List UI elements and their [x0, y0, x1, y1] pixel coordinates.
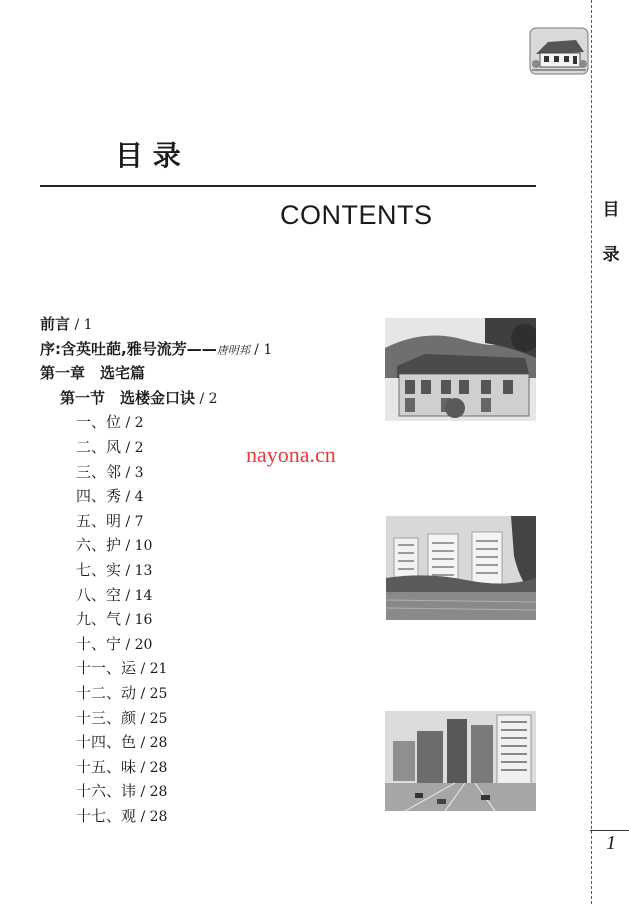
toc-entry-title: 十五、味: [76, 757, 137, 776]
toc-entry-title: 十三、颜: [76, 708, 137, 727]
toc-entry-title: 序:含英吐葩,雅号流芳——: [40, 339, 217, 358]
city-street-photo: [385, 711, 536, 811]
toc-entry-page: / 13: [121, 563, 153, 579]
toc-entry: [76, 708, 167, 729]
toc-entry-title: 一、位: [76, 413, 122, 432]
page-title-cn: 目 录: [115, 139, 181, 172]
toc-entry: [76, 437, 144, 458]
toc-entry-title: 三、邻: [76, 462, 122, 481]
toc-entry-page: / 28: [136, 784, 168, 801]
toc-entry: [40, 339, 272, 361]
page-title-en: CONTENTS: [280, 200, 433, 230]
toc-entry-page: / 1: [70, 317, 93, 333]
villa-photo: [385, 318, 536, 421]
toc-entry-page: / 16: [121, 612, 153, 629]
toc-entry-page: / 28: [136, 809, 168, 825]
toc-entry-title: 十一、运: [76, 659, 137, 678]
toc-entry-title: 前言: [40, 315, 71, 333]
toc-entry-page: / 4: [121, 489, 144, 506]
toc-entry: [76, 486, 144, 507]
toc-entry-title: 十二、动: [76, 684, 137, 702]
toc-entry-title: 十四、色: [76, 733, 137, 752]
toc-entry: [76, 609, 152, 630]
toc-entry-title: 二、风: [76, 438, 122, 456]
title-rule: [40, 185, 536, 187]
toc-entry: [76, 511, 144, 532]
toc-entry-page: / 25: [136, 710, 168, 727]
watermark: nayona.cn: [246, 442, 336, 467]
toc-entry-page: / 25: [136, 686, 168, 702]
toc-entry-page: / 20: [121, 636, 153, 653]
toc-entry-page: / 28: [136, 759, 168, 776]
toc-entry: [76, 683, 167, 704]
towers-lake-photo: [386, 516, 536, 620]
toc-entry-title: 四、秀: [76, 487, 122, 506]
toc-entry: [40, 363, 145, 383]
toc-entry: [76, 732, 167, 753]
page-number: 1: [606, 832, 616, 854]
toc-entry-page: / 2: [121, 415, 144, 432]
toc-entry: [76, 658, 167, 679]
footer-rule: [590, 830, 629, 831]
toc-entry-title: 第一节 选楼金口诀: [60, 388, 196, 407]
toc-entry-title: 六、护: [76, 536, 122, 555]
toc-entry: [40, 314, 93, 335]
toc-entry-page: / 10: [121, 538, 153, 555]
side-title-char-1: 目: [602, 200, 620, 220]
toc-entry: [60, 388, 218, 409]
toc-entry: [76, 412, 144, 433]
toc-entry-title: 八、空: [76, 585, 122, 604]
side-title-char-2: 录: [602, 245, 620, 265]
toc-entry-page: / 2: [195, 390, 218, 407]
toc-entry-page: / 1: [249, 341, 273, 358]
toc-entry-title: 第一章 选宅篇: [40, 364, 146, 383]
toc-entry-page: / 14: [121, 587, 153, 604]
toc-entry-page: / 7: [121, 513, 144, 530]
toc-entry-title: 十六、讳: [76, 782, 137, 801]
house-stamp-icon: [528, 20, 590, 76]
toc-entry-page: / 2: [121, 440, 144, 456]
toc-entry: [76, 781, 167, 802]
toc-entry-page: / 21: [136, 661, 168, 678]
toc-entry: [76, 806, 167, 827]
toc-entry-author: 唐明邦: [216, 343, 250, 357]
toc-entry-title: 十七、观: [76, 807, 137, 825]
toc-entry: [76, 634, 152, 655]
toc-entry-title: 九、气: [76, 610, 122, 629]
toc-entry-page: / 28: [136, 735, 168, 752]
toc-entry-title: 十、宁: [76, 634, 122, 653]
toc-entry: [76, 585, 152, 606]
toc-entry-title: 七、实: [76, 561, 122, 579]
toc-entry: [76, 757, 167, 778]
toc-entry: [76, 462, 144, 483]
margin-dashed-line: [591, 0, 592, 904]
toc-entry: [76, 560, 152, 581]
toc-entry: [76, 535, 152, 556]
toc-entry-title: 五、明: [76, 511, 122, 530]
toc-entry-page: / 3: [121, 464, 144, 481]
